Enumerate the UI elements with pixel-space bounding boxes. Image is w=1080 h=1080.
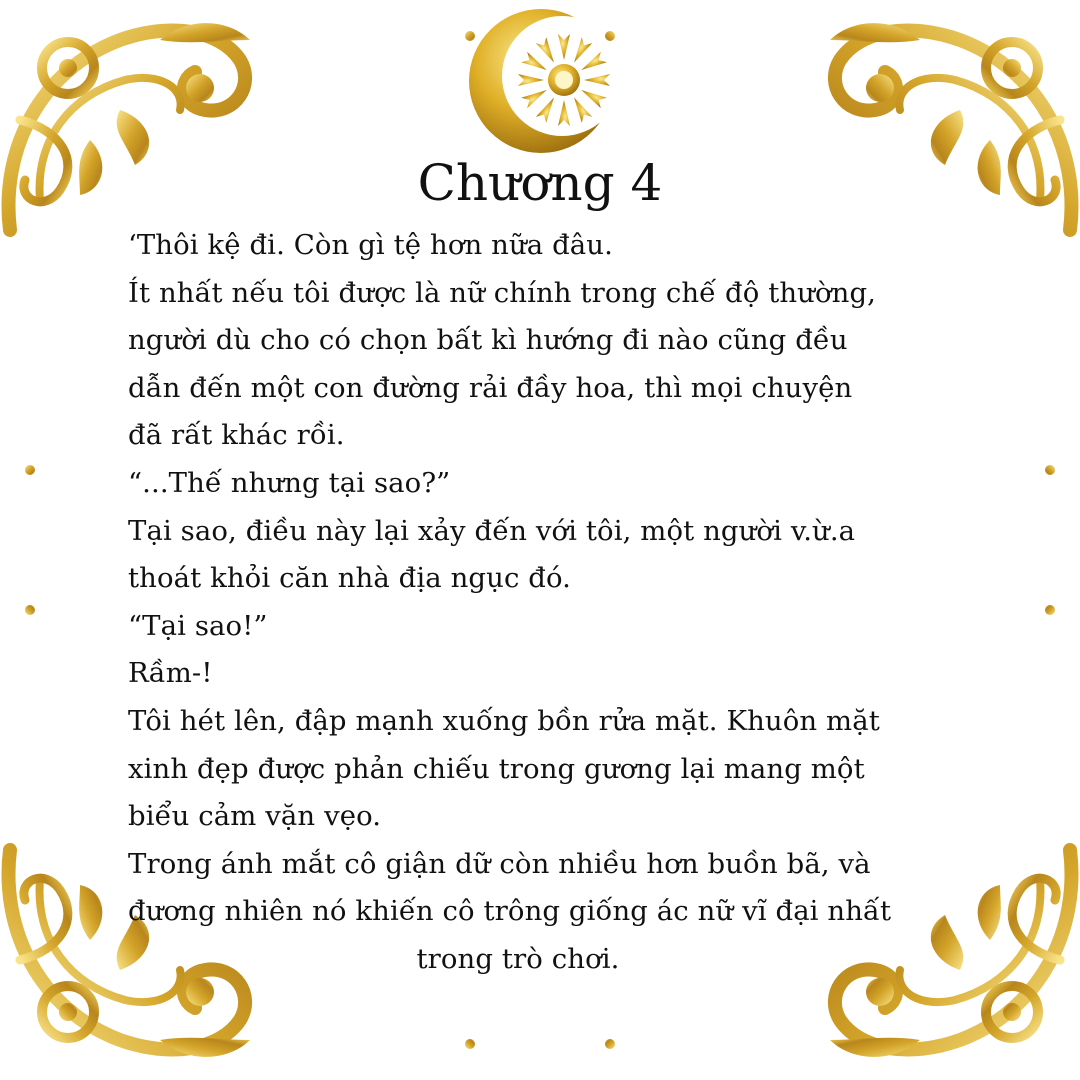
text-line: Ít nhất nếu tôi được là nữ chính trong chế độ thường,: [128, 276, 877, 309]
gold-crescent-moon-sun-icon: [466, 6, 616, 156]
text-line: Tại sao, điều này lại xảy đến với tôi, một người v.ừ.a: [128, 514, 856, 547]
text-line: xinh đẹp được phản chiếu trong gương lại mang một: [128, 752, 865, 785]
text-line: người dù cho có chọn bất kì hướng đi nào cũng đều: [128, 324, 848, 357]
text-line: Rầm-!: [128, 657, 213, 690]
text-line: “Tại sao!”: [128, 609, 268, 642]
text-line: trong trò chơi.: [416, 942, 620, 975]
chapter-text: [128, 222, 1008, 984]
text-line: Tôi hét lên, đập mạnh xuống bồn rửa mặt. Khuôn mặt: [128, 704, 880, 737]
text-line: “...Thế nhưng tại sao?”: [128, 466, 451, 499]
text-line: dẫn đến một con đường rải đầy hoa, thì mọi chuyện: [128, 371, 853, 404]
chapter-title: Chương 4: [417, 154, 663, 212]
text-line: ‘Thôi kệ đi. Còn gì tệ hơn nữa đâu.: [128, 229, 613, 261]
text-line: Trong ánh mắt cô giận dữ còn nhiều hơn buồn bã, và: [128, 847, 871, 880]
text-line: đã rất khác rồi.: [128, 419, 345, 452]
text-line: đương nhiên nó khiến cô trông giống ác nữ vĩ đại nhất: [128, 895, 892, 928]
text-line: thoát khỏi căn nhà địa ngục đó.: [128, 562, 572, 595]
text-line: biểu cảm vặn vẹo.: [128, 800, 382, 833]
